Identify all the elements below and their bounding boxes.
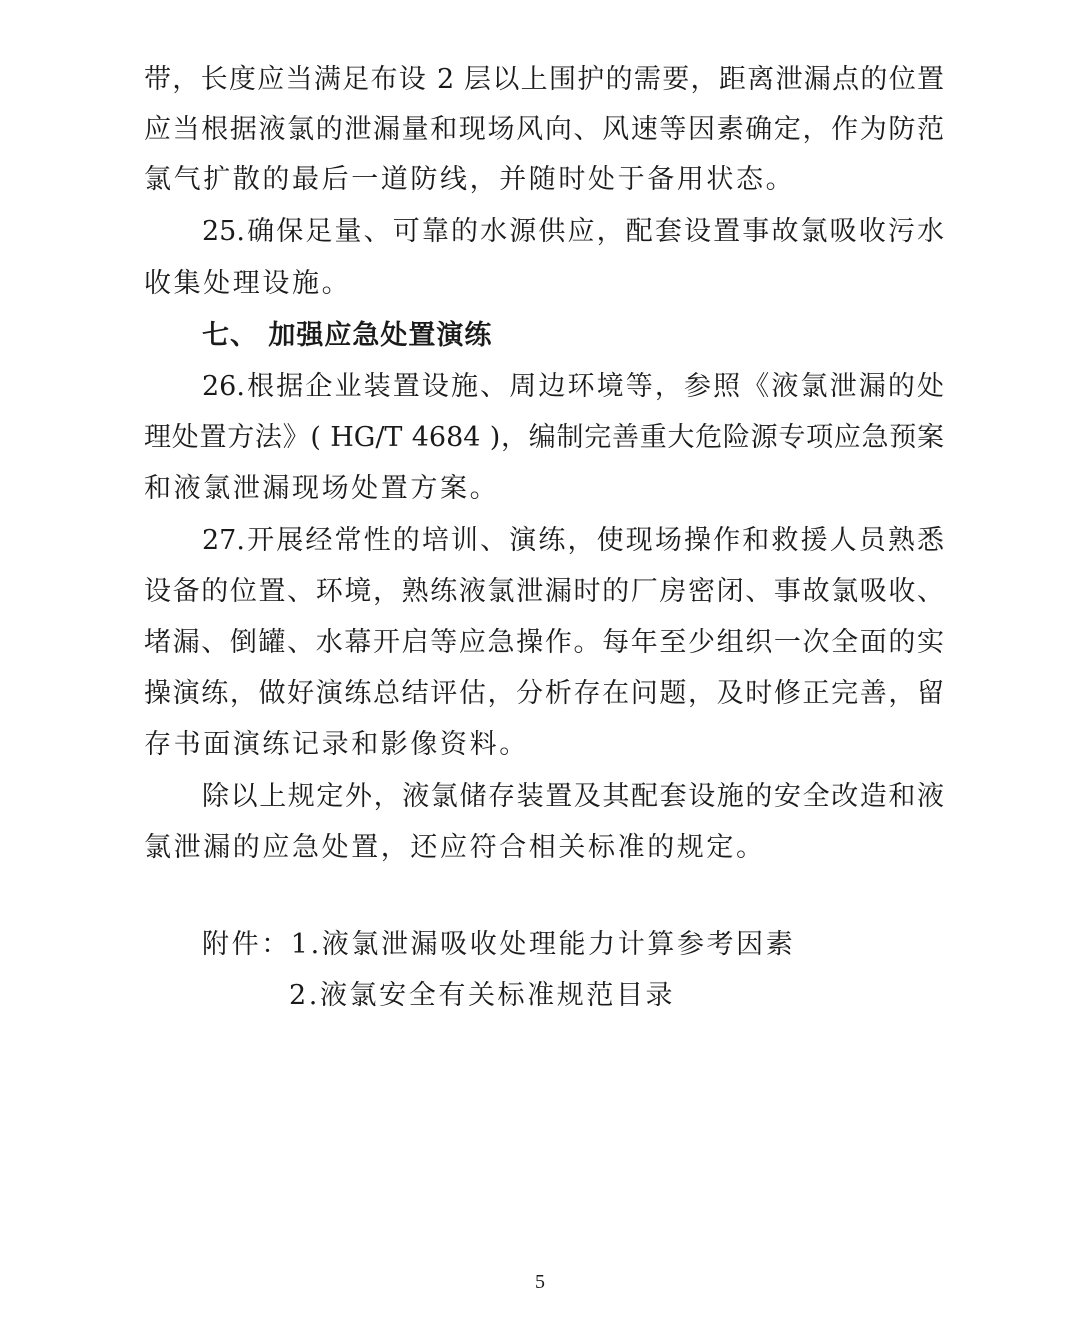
body-line-2: 应当根据液氯的泄漏量和现场风向、风速等因素确定，作为防范 bbox=[144, 114, 944, 145]
body-line-1: 带，长度应当满足布设 2 层以上围护的需要，距离泄漏点的位置 bbox=[144, 64, 944, 95]
item-27-line-1: 27.开展经常性的培训、演练，使现场操作和救援人员熟悉 bbox=[202, 525, 944, 556]
item-27-line-2: 设备的位置、环境，熟练液氯泄漏时的厂房密闭、事故氯吸收、 bbox=[144, 576, 944, 607]
item-26-line-1: 26.根据企业装置设施、周边环境等，参照《液氯泄漏的处 bbox=[202, 371, 944, 402]
item-27-line-4: 操演练，做好演练总结评估，分析存在问题，及时修正完善，留 bbox=[144, 678, 944, 709]
page-number: 5 bbox=[535, 1271, 545, 1293]
closing-line-2: 氯泄漏的应急处置，还应符合相关标准的规定。 bbox=[144, 832, 766, 863]
body-line-3: 氯气扩散的最后一道防线，并随时处于备用状态。 bbox=[144, 164, 796, 195]
attachment-line-1: 附件：1.液氯泄漏吸收处理能力计算参考因素 bbox=[202, 929, 796, 960]
item-25-line-2: 收集处理设施。 bbox=[144, 268, 352, 299]
section-heading: 七、 加强应急处置演练 bbox=[202, 320, 493, 351]
item-27-line-5: 存书面演练记录和影像资料。 bbox=[144, 729, 529, 760]
item-25-line-1: 25.确保足量、可靠的水源供应，配套设置事故氯吸收污水 bbox=[202, 216, 944, 247]
item-26-line-3: 和液氯泄漏现场处置方案。 bbox=[144, 473, 500, 504]
closing-line-1: 除以上规定外，液氯储存装置及其配套设施的安全改造和液 bbox=[202, 781, 944, 812]
item-27-line-3: 堵漏、倒罐、水幕开启等应急操作。每年至少组织一次全面的实 bbox=[144, 627, 944, 658]
item-26-line-2: 理处置方法》( HG/T 4684 )，编制完善重大危险源专项应急预案 bbox=[144, 422, 944, 453]
attachment-line-2: 2.液氯安全有关标准规范目录 bbox=[289, 980, 676, 1011]
